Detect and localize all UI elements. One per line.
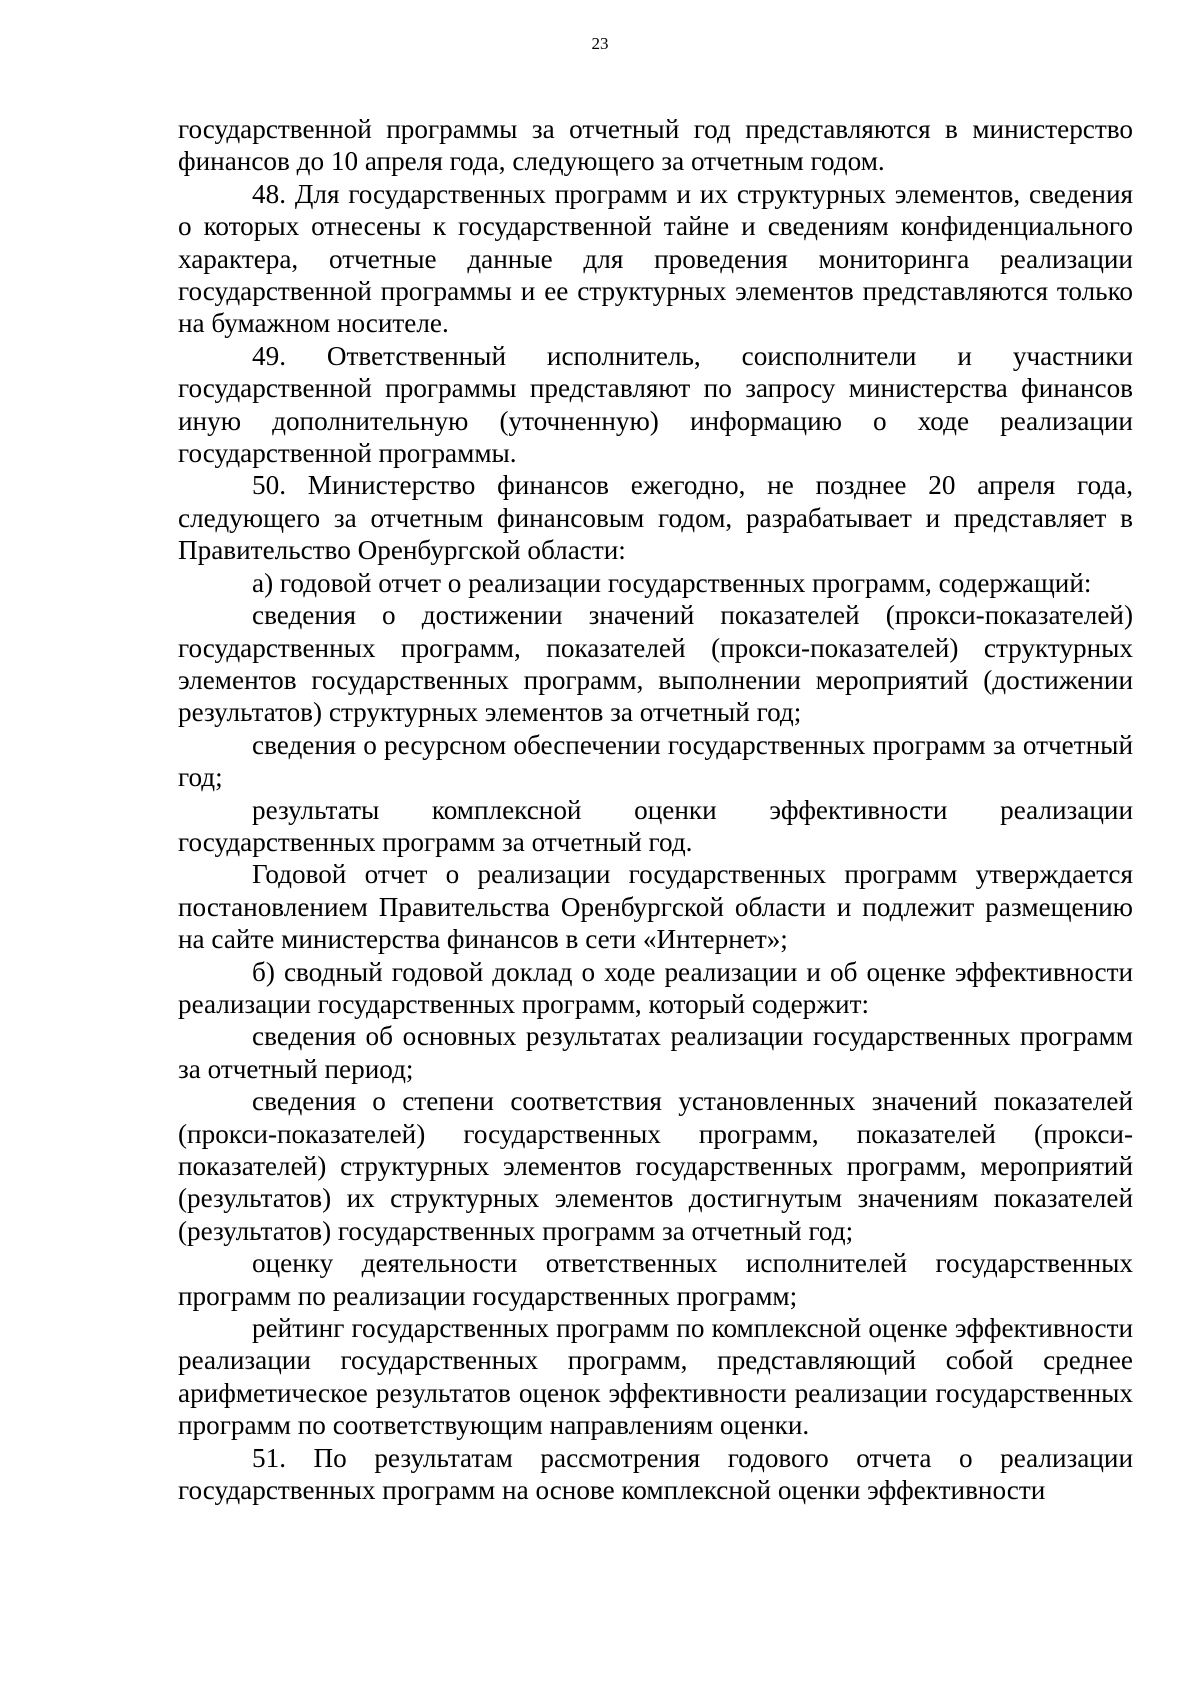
paragraph-item-51: 51. По результатам рассмотрения годового отчета о реализации государственных программ на основе комплексной оценки эффективности: [178, 1442, 1133, 1506]
paragraph-continuation: государственной программы за отчетный год представляются в министерство финансов до 10 апреля года, следующего за отчетным годом.: [178, 114, 1133, 177]
paragraph-item-50-a-3: результаты комплексной оценки эффективности реализации государственных программ за отчетный год.: [178, 794, 1133, 857]
document-body: [178, 113, 1133, 1506]
paragraph-item-50: 50. Министерство финансов ежегодно, не позднее 20 апреля года, следующего за отчетным финансовым годом, разрабатывает и представляет в Правительство Оренбургской области:: [178, 470, 1133, 566]
paragraph-item-50-b-1: сведения об основных результатах реализации государственных программ за отчетный период;: [178, 1021, 1133, 1084]
page-number: 23: [591, 34, 609, 53]
paragraph-item-50-b-2: сведения о степени соответствия установленных значений показателей (прокси-показателей) государственных программ, показателей (прокси-показателей) структурных элементов государственных программ, мероприятий (результатов) их структурных элементов достигнутым значениям показателей (результатов) государственных программ за отчетный год;: [178, 1086, 1133, 1246]
paragraph-item-50-b-4: рейтинг государственных программ по комплексной оценке эффективности реализации государственных программ, представляющий собой среднее арифметическое результатов оценок эффективности реализации государственных программ по соответствующим направлениям оценки.: [178, 1313, 1133, 1441]
paragraph-item-50-a-1: сведения о достижении значений показателей (прокси-показателей) государственных программ, показателей (прокси-показателей) структурных элементов государственных программ, выполнении мероприятий (достижении результатов) структурных элементов за отчетный год;: [178, 600, 1133, 728]
paragraph-annual-report-approval: Годовой отчет о реализации государственных программ утверждается постановлением Правительства Оренбургской области и подлежит размещению на сайте министерства финансов в сети «Интернет»;: [178, 859, 1133, 955]
paragraph-item-50-a-2: сведения о ресурсном обеспечении государственных программ за отчетный год;: [178, 729, 1133, 793]
paragraph-item-50-a: а) годовой отчет о реализации государственных программ, содержащий:: [252, 567, 1092, 598]
paragraph-item-50-b-3: оценку деятельности ответственных исполнителей государственных программ по реализации государственных программ;: [178, 1248, 1133, 1311]
paragraph-item-48: 48. Для государственных программ и их структурных элементов, сведения о которых отнесены к государственной тайне и сведениям конфиденциального характера, отчетные данные для проведения мониторинга реализации государственной программы и ее структурных элементов представляются только на бумажном носителе.: [178, 178, 1133, 339]
paragraph-item-49: 49. Ответственный исполнитель, соисполнители и участники государственной программы представляют по запросу министерства финансов иную дополнительную (уточненную) информацию о ходе реализации государственной программы.: [178, 340, 1133, 469]
paragraph-item-50-b: б) сводный годовой доклад о ходе реализации и об оценке эффективности реализации государственных программ, который содержит:: [178, 956, 1133, 1019]
